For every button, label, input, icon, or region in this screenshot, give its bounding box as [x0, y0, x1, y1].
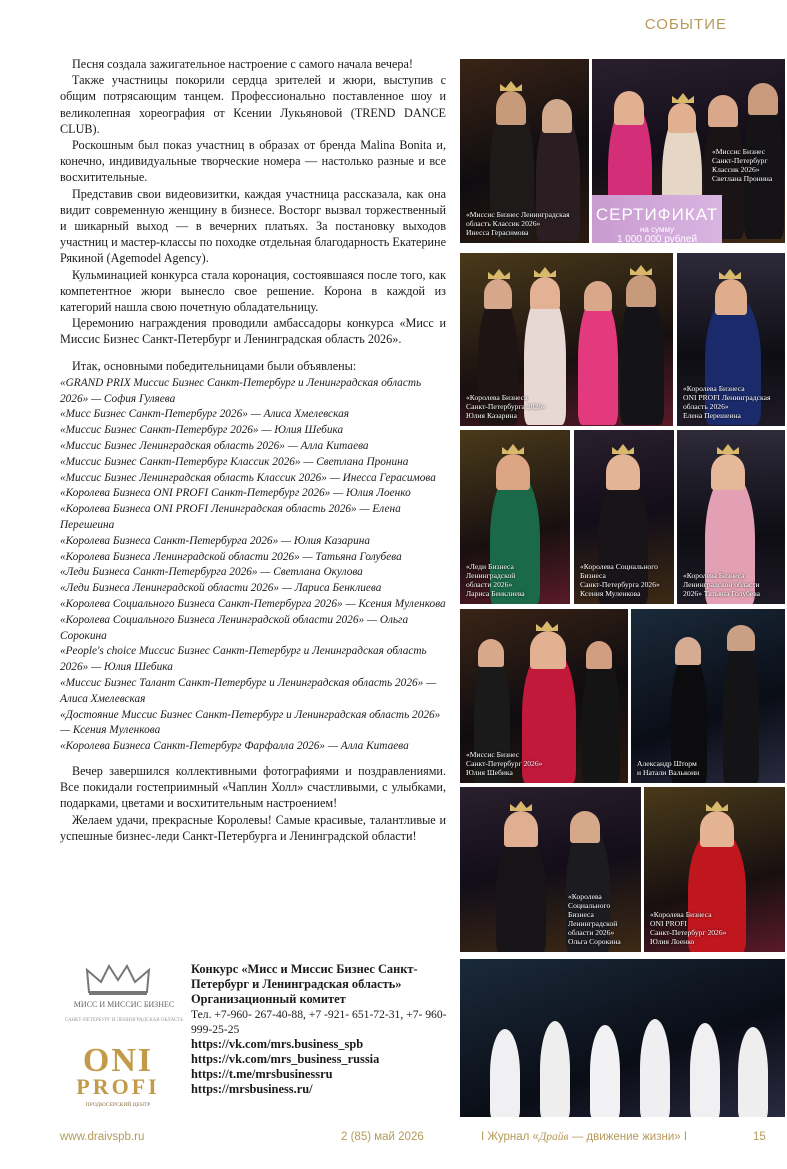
certificate-sub: на сумму: [639, 225, 675, 234]
winner-item: «Королева Социального Бизнеса Санкт-Петербурга 2026» — Ксения Муленкова: [60, 598, 446, 611]
paragraph: Песня создала зажигательное настроение с самого начала вечера!: [72, 57, 413, 71]
winner-item: «Миссис Бизнес Санкт-Петербург Классик 2026» — Светлана Пронина: [60, 455, 409, 468]
oni-logo-subtitle: ПРОДЮСЕРСКИЙ ЦЕНТР: [85, 1102, 151, 1108]
photo-caption: «Королева Бизнеса Ленинградской области 2026» Татьяна Голубева: [683, 571, 761, 598]
winner-item: «Королева Социального Бизнеса Ленинградской области 2026» — Ольга Сорокина: [60, 613, 409, 642]
journal-suffix: — движение жизни» I: [568, 1131, 688, 1143]
contact-link[interactable]: https://vk.com/mrs.business_spb: [191, 1037, 364, 1051]
winner-item: «Леди Бизнеса Ленинградской области 2026» — Лариса Бенклиева: [60, 582, 382, 595]
winner-item: «Достояние Миссис Бизнес Санкт-Петербург и Ленинградская область 2026» — Ксения Муленкова: [60, 708, 441, 737]
contact-org: Организационный комитет: [191, 992, 346, 1006]
winner-item: «Миссис Бизнес Ленинградская область Классик 2026» — Инесса Герасимова: [60, 471, 436, 484]
winner-item: «Королева Бизнеса Ленинградской области 2026» — Татьяна Голубева: [60, 550, 402, 563]
page-number: 15: [753, 1131, 766, 1143]
winner-item: «Королева Бизнеса ONI PROFI Санкт-Петербург 2026» — Юлия Лоенко: [60, 487, 411, 500]
photo-caption: «Миссис Бизнес Санкт-Петербург Классик 2026» Светлана Пронина: [712, 147, 773, 183]
winners-list: [60, 376, 446, 755]
photo-caption: «Королева Социального Бизнеса Ленинградской области 2026» Ольга Сорокина: [568, 892, 621, 946]
winner-item: «Леди Бизнеса Санкт-Петербурга 2026» — Светлана Окулова: [60, 566, 363, 579]
paragraph: Вечер завершился коллективными фотографиями и поздравлениями. Все покидали гостеприимный «Чаплин Холл» счастливыми, с улыбками, подарками, цветами и восхитительным настроением!: [60, 763, 446, 811]
photo-sorokina: [459, 786, 642, 953]
certificate: [592, 195, 722, 244]
photo-caption: «Миссис Бизнес Санкт-Петербург 2026» Юлия Шебика: [466, 750, 543, 777]
footer-journal: [481, 1131, 687, 1143]
photo-caption: «Миссис Бизнес Ленинградская область Классик 2026» Инесса Герасимова: [466, 210, 570, 237]
journal-name: Драйв: [538, 1131, 569, 1143]
photo-pronina: [591, 58, 786, 244]
photo-mulenkova: [573, 429, 675, 605]
photo-pereshein: [676, 252, 786, 427]
photo-shebika: [459, 608, 629, 784]
crown-logo-icon: [85, 962, 151, 996]
paragraph: Представив свои видеовизитки, каждая участница рассказала, как она видит современную женщину в бизнесе. Восторг вызвал торжественный и шикарный выход — в вечерних платьях. За постановку выходов участниц и мастер-классы по походке отдельная благодарность Екатерине Рякиной (Agemodel Agency).: [60, 186, 446, 266]
photo-kazarina: [459, 252, 674, 427]
contact-title: Конкурс «Мисс и Миссис Бизнес Санкт-Петербург и Ленинградская область»: [191, 962, 418, 991]
winner-item: «Королева Бизнеса Санкт-Петербурга 2026» — Юлия Казарина: [60, 534, 370, 547]
winner-item: «Миссис Бизнес Санкт-Петербург 2026» — Юлия Шебика: [60, 424, 344, 437]
photo-caption: Александр Шторм и Натали Валькоин: [637, 759, 700, 777]
winner-item: «Миссис Бизнес Ленинградская область 2026» — Алла Китаева: [60, 440, 369, 453]
oni-logo: ONI: [82, 1042, 154, 1079]
winner-item: «Мисс Бизнес Санкт-Петербург 2026» — Алиса Хмелевская: [60, 408, 349, 421]
article-body: [60, 56, 446, 844]
winner-item: «Королева Бизнеса Санкт-Петербург Фарфалла 2026» — Алла Китаева: [60, 740, 409, 753]
winner-item: «GRAND PRIX Миссис Бизнес Санкт-Петербург и Ленинградская область 2026» — София Гуляева: [60, 376, 422, 405]
footer-issue: 2 (85) май 2026: [341, 1131, 424, 1143]
paragraph: Кульминацией конкурса стала коронация, состоявшаяся после того, как компетентное жюри вынесло свое решение. Корона в каждой из категорий нашла свою почетную обладательницу.: [60, 267, 446, 315]
photo-caption: «Королева Бизнеса ONI PROFI Ленинградская область 2026» Елена Перешеина: [683, 384, 771, 420]
winners-intro: Итак, основными победительницами были объявлены:: [72, 358, 357, 373]
contact-link[interactable]: https://t.me/mrsbusinessru: [191, 1067, 333, 1081]
winner-item: «People's choice Миссис Бизнес Санкт-Петербург и Ленинградская область 2026» — Юлия Шебика: [60, 645, 427, 674]
contact-link[interactable]: https://vk.com/mrs_business_russia: [191, 1052, 380, 1066]
profi-logo: PROFI: [76, 1074, 160, 1099]
journal-prefix: I Журнал «: [481, 1131, 539, 1143]
winner-item: «Миссис Бизнес Талант Санкт-Петербург и Ленинградская область 2026» — Алиса Хмелевская: [60, 677, 437, 705]
photo-golubeva: [676, 429, 786, 605]
photo-caption: «Леди Бизнеса Ленинградской области 2026» Лариса Бенклиева: [466, 562, 525, 598]
footer-site: www.draivspb.ru: [60, 1131, 145, 1143]
paragraph: Роскошным был показ участниц в образах от бренда Malina Bonita и, конечно, индивидуальные творческие номера — настолько разные и все восхитительные.: [60, 138, 446, 185]
photo-caption: «Королева Социального Бизнеса Санкт-Петербурга 2026» Ксения Муленкова: [580, 562, 660, 598]
photo-loenko: [643, 786, 786, 953]
winner-item: «Королева Бизнеса ONI PROFI Ленинградская область 2026» — Елена Перешеина: [60, 503, 401, 532]
photo-gerasimova: [459, 58, 590, 244]
photo-group-dance: [459, 958, 786, 1118]
paragraph: Желаем удачи, прекрасные Королевы! Самые красивые, талантливые и успешные бизнес-леди Санкт-Петербурга и Ленинградской области!: [60, 812, 446, 843]
contact-phones: Тел. +7-960- 267-40-88, +7 -921- 651-72-31, +7- 960- 999-25-25: [191, 1008, 447, 1036]
certificate-title: СЕРТИФИКАТ: [595, 205, 719, 224]
photo-caption: «Королева Бизнеса ONI PROFI Санкт-Петербург 2026» Юлия Лоенко: [650, 910, 727, 946]
logo-subtitle: САНКТ-ПЕТЕРБУРГ И ЛЕНИНГРАДСКАЯ ОБЛАСТЬ: [64, 1018, 184, 1023]
contact-link[interactable]: https://mrsbusiness.ru/: [191, 1082, 313, 1096]
contact-block: [191, 962, 451, 1097]
section-label: СОБЫТИЕ: [644, 16, 727, 33]
photo-shtorm: [630, 608, 786, 784]
photo-caption: «Королева Бизнеса Санкт-Петербурга 2026» Юлия Казарина: [466, 393, 546, 420]
logo-title: МИСС И МИССИС БИЗНЕС: [73, 1000, 175, 1009]
photo-benklieva: [459, 429, 571, 605]
certificate-sum: 1 000 000 рублей: [616, 234, 698, 244]
paragraph: Церемонию награждения проводили амбассадоры конкурса «Мисс и Миссис Бизнес Санкт-Петербург и Ленинградская область 2026».: [60, 316, 446, 347]
paragraph: Также участницы покорили сердца зрителей и жюри, выступив с общим потрясающим танцем. Профессионально поставленное шоу и великолепная хореография от Ксении Лукьяновой (TREND DANCE CLUB).: [60, 73, 446, 136]
